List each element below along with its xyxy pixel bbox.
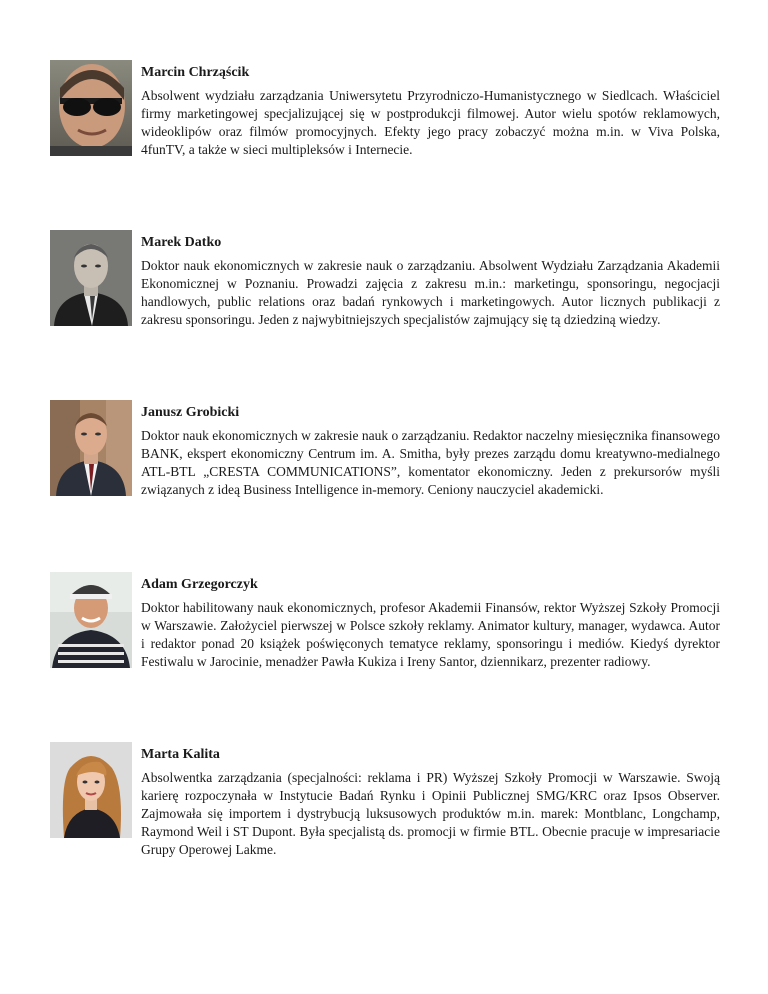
portrait-photo [50, 230, 132, 326]
person-name: Adam Grzegorczyk [141, 577, 258, 592]
person-entry [50, 230, 720, 326]
person-bio: Doktor nauk ekonomicznych w zakresie nauk o zarządzaniu. Redaktor naczelny miesięcznika finansowego BANK, ekspert ekonomiczny Centrum im. A. Smitha, były prezes zarządu domu kreatywno-medialnego ATL-BTL „CRESTA COMMUNICATIONS”, komentator ekonomiczny. Jeden z prekursorów myśli związanych z ideą Business Intelligence in-memory. Ceniony nauczyciel akademicki. [141, 428, 720, 497]
person-bio: Absolwent wydziału zarządzania Uniwersytetu Przyrodniczo-Humanistycznego w Siedlcach. Właściciel firmy marketingowej specjalizującej się w postprodukcji filmowej. Autor wielu spotów reklamowych, wideoklipów oraz filmów promocyjnych. Efekty jego pracy zobaczyć można m.in. w Viva Polska, 4funTV, a także w sieci multipleksów i Internecie. [141, 88, 720, 157]
portrait-photo [50, 572, 132, 668]
person-name: Marek Datko [141, 235, 222, 250]
person-name: Marta Kalita [141, 747, 220, 762]
person-bio: Doktor habilitowany nauk ekonomicznych, profesor Akademii Finansów, rektor Wyższej Szkoły Promocji w Warszawie. Założyciel pierwszej w Polsce szkoły reklamy. Animator kultury, manager, wydawca. Autor i redaktor ponad 20 książek poświęconych tematyce reklamy, sponsoringu i mediów. Kiedyś dyrektor Festiwalu w Jarocinie, menadżer Pawła Kukiza i Ireny Santor, dziennikarz, prezenter radiowy. [141, 600, 720, 669]
person-bio: Doktor nauk ekonomicznych w zakresie nauk o zarządzaniu. Absolwent Wydziału Zarządzania Akademii Ekonomicznej w Poznaniu. Prowadzi zajęcia z zakresu m.in.: marketingu, sponsoringu, negocjacji handlowych, public relations oraz badań rynkowych i marketingowych. Autor licznych publikacji z zakresu sponsoringu. Jeden z najwybitniejszych specjalistów zajmujący się tą dziedziną wiedzy. [141, 258, 720, 327]
person-name: Janusz Grobicki [141, 405, 240, 420]
person-text [141, 400, 720, 499]
person-text [141, 742, 720, 859]
portrait-photo [50, 400, 132, 496]
person-text [141, 230, 720, 329]
person-entry [50, 60, 720, 156]
person-text [141, 572, 720, 671]
person-text [141, 60, 720, 159]
person-entry [50, 572, 720, 668]
portrait-photo [50, 60, 132, 156]
person-bio: Absolwentka zarządzania (specjalności: reklama i PR) Wyższej Szkoły Promocji w Warszawie. Swoją karierę rozpoczynała w Instytucie Badań Rynku i Opinii Publicznej SMG/KRC oraz Ipsos Observer. Zajmowała się importem i dystrybucją luksusowych produktów m.in. marek: Montblanc, Longchamp, Raymond Weil i ST Dupont. Była specjalistą ds. promocji w firmie BTL. Obecnie pracuje w impresariacie Grupy Operowej Lakme. [141, 770, 720, 857]
person-entry [50, 742, 720, 857]
person-name: Marcin Chrząścik [141, 65, 250, 80]
person-entry [50, 400, 720, 496]
portrait-photo [50, 742, 132, 838]
